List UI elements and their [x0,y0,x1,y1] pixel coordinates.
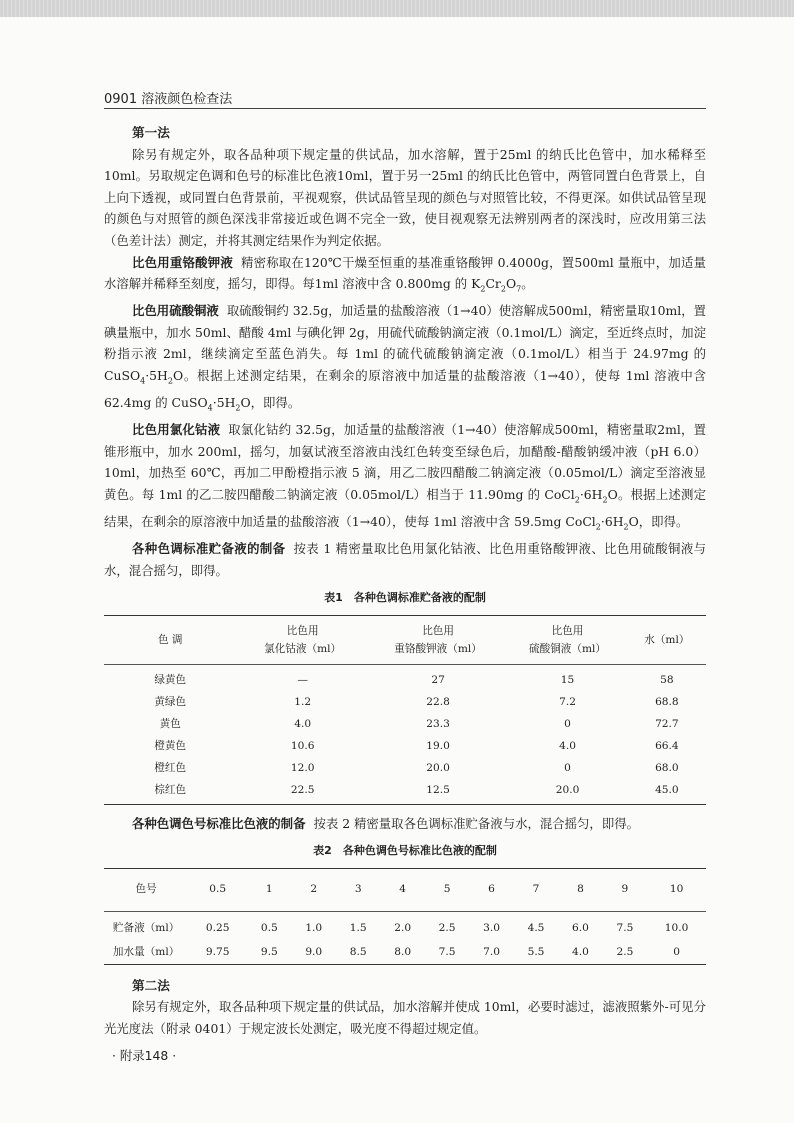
page-content [104,122,706,1039]
running-header: 0901 溶液颜色检查法 [104,92,233,107]
cobalt-term: 比色用氯化钴液 [132,422,221,438]
table1-header-dichromate: 比色用 重铬酸钾液（ml） [369,615,507,664]
table-row: 橙黄色 10.6 19.0 4.0 66.4 [154,739,679,752]
copper-paragraph: 比色用硫酸铜液 取硫酸铜约 32.5g，加适量的盐酸溶液（1→40）使溶解成500ml，精密量取10ml，置碘量瓶中，加水 50ml、醋酸 4ml 与碘化钾 2g，用硫代硫酸钠滴定液（0.1mol/L）滴定，至近终点时，加淀粉指示液 2ml，继续滴定至蓝色消失。每 1ml 的硫代硫酸钠滴定液（0.1mol/L）相当于 24.97mg 的 $CuSO_4\cdot 5H_2O$。根据上述测定结果，在剩余的原溶液中加适量的盐酸溶液（1→40），使每 1ml 溶液中含 62.4mg 的 $CuSO_4\cdot 5H_2O$，即得。 [104,303,706,413]
table1-header-copper: 比色用 硫酸铜液（ml） [507,615,627,664]
dichromate-paragraph: 比色用重铬酸钾液 精密称取在120℃干燥至恒重的基准重铬酸钾 0.4000g，置500ml 量瓶中，加适量水溶解并稀释至刻度，摇匀，即得。每1ml 溶液中含 0.800mg 的 $K_2Cr_2O_7$。 [104,254,706,294]
table2-label-number: 色号 [104,869,188,912]
method2-title: 第二法 [132,977,170,993]
scan-edge [0,0,794,17]
table2-label-stock: 贮备液（ml） [112,921,180,934]
table-row: 贮备液（ml） 0.25 0.5 1.0 1.5 2.0 2.5 3.0 4.5 6.0 7.5 10.0 [104,911,706,940]
copper-term: 比色用硫酸铜液 [132,303,219,319]
table2: 色号 0.5 1 2 3 4 5 6 7 8 9 10 贮备液（ml） 0.25 0.5 1.0 1.5 2.0 2.5 3.0 4.5 6.0 7.5 10.0 加水量（ml） 9.75 9.5 9.0 8.5 8.0 7.5 7.0 5.5 4.0 2.5 0 [104,868,706,965]
table-row: 橙红色 12.0 20.0 0 68.0 [154,761,679,774]
table-row: 绿黄色 — 27 15 58 [154,673,674,686]
table1 [104,615,706,805]
table1-header-hue: 色 调 [104,615,236,664]
cobalt-paragraph: 比色用氯化钴液 取氯化钴约 32.5g，加适量的盐酸溶液（1→40）使溶解成500ml，精密量取2ml，置锥形瓶中，加水 200ml，摇匀，加氨试液至溶液由浅红色转变至绿色后，加醋酸-醋酸钠缓冲液（pH 6.0）10ml，加热至 60℃，再加二甲酚橙指示液 5 滴，用乙二胺四醋酸二钠滴定液（0.05mol/L）滴定至溶液显黄色。每 1ml 的乙二胺四醋酸二钠滴定液（0.05mol/L）相当于 11.90mg 的 $CoCl_2\cdot 6H_2O$。根据上述测定结果，在剩余的原溶液中加适量的盐酸溶液（1→40），使每 1ml 溶液中含 59.5mg $CoCl_2\cdot 6H_2O$，即得。 [104,422,707,532]
standards-term: 各种色调色号标准比色液的制备 [132,815,306,831]
table2-caption: 表2 各种色调色号标准比色液的配制 [313,844,497,858]
stock-term: 各种色调标准贮备液的制备 [132,541,286,557]
table1-caption: 表1 各种色调标准贮备液的配制 [324,591,486,605]
table-row: 黄色 4.0 23.3 0 72.7 [159,717,679,730]
standards-paragraph: 各种色调色号标准比色液的制备 按表 2 精密量取各色调标准贮备液与水，混合摇匀，即得。 [132,815,639,831]
dichromate-term: 比色用重铬酸钾液 [132,254,233,270]
table2-label-water: 加水量（ml） [112,945,180,958]
page-number: · 附录148 · [112,1048,177,1063]
table-row: 黄绿色 1.2 22.8 7.2 68.8 [154,695,679,708]
table1-header-cobalt: 比色用 氯化钴液（ml） [236,615,368,664]
method1-title: 第一法 [132,125,170,140]
table-row: 加水量（ml） 9.75 9.5 9.0 8.5 8.0 7.5 7.0 5.5 4.0 2.5 0 [104,940,706,965]
table-row: 棕红色 22.5 12.5 20.0 45.0 [154,783,679,796]
method1-paragraph: 除另有规定外，取各品种项下规定量的供试品，加水溶解，置于25ml 的纳氏比色管中，加水稀释至10ml。另取规定色调和色号的标准比色液10ml，置于另一25ml 的纳氏比色管中，两管同置白色背景上，自上向下透视，或同置白色背景前，平视观察，供试品管呈现的颜色与对照管比较，不得更深。如供试品管呈现的颜色与对照管的颜色深浅非常接近或色调不完全一致，使目视观察无法辨别两者的深浅时，应改用第三法（色差计法）测定，并将其测定结果作为判定依据。 [104,146,706,248]
table1-header-water: 水（ml） [628,615,706,664]
method2-paragraph: 除另有规定外，取各品种项下规定量的供试品，加水溶解并使成 10ml，必要时滤过，滤液照紫外-可见分光光度法（附录 0401）于规定波长处测定，吸光度不得超过规定值。 [104,999,706,1036]
stock-paragraph: 各种色调标准贮备液的制备 按表 1 精密量取比色用氯化钴液、比色用重铬酸钾液、比色用硫酸铜液与水，混合摇匀，即得。 [104,541,707,578]
header-rule [104,108,706,109]
